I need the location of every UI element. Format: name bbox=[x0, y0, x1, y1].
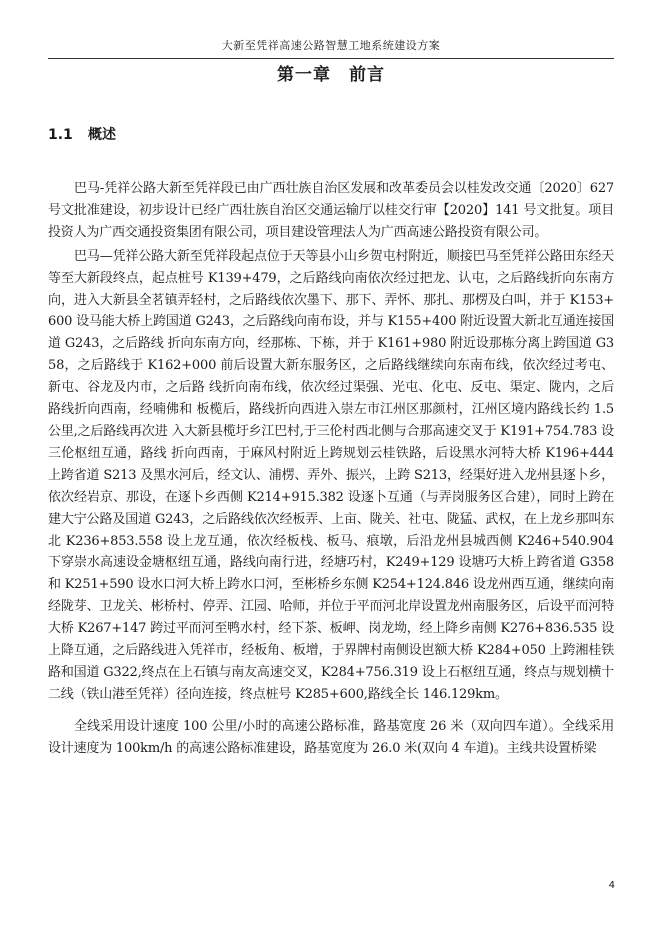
paragraph-route: 巴马—凭祥公路大新至凭祥段起点位于天等县小山乡贺屯村附近，顺接巴马至凭祥公路田东经天等至大新段终点，起点桩号 K139+479，之后路线向南依次经过把龙、认屯，之后路线折向东南方向，进入大新县全茗镇弄轻村，之后路线依次墨下、那下、弄怀、那扎、那楞及白叫，并于 K153+600 设马能大桥上跨国道 G243，之后路线向南布设，并与 K155+400 附近设置大新北互通连接国道 G243，之后路线 折向东南方向，经那栋、下栋，并于 K161+980 附近设那栋分离上跨国道 G358，之后路线于 K162+000 前后设置大新东服务区，之后路线继续向东南布线，依次经过考屯、新屯、谷龙及内市，之后路 线折向南布线，依次经过渠强、光屯、化屯、反屯、渠定、陇内，之后路线折向西南，经喃佛和 板榄后，路线折向西进入崇左市江州区那颜村，江州区境内路线长约 1.5 公里,之后路线再次进 入大新县榄圩乡江巴村,于三伦村西北侧与合那高速交叉于 K191+754.783 设三伦枢纽互通，路线 折向西南，于麻风村附近上跨规划云桂铁路，后设黑水河特大桥 K196+444 上跨省道 S213 及黑水河后，经文认、浦楞、弄外、振兴，上跨 S213，经渠好进入龙州县逐卜乡，依次经岩京、那设，在逐卜乡西侧 K214+915.382 设逐卜互通（与弄岗服务区合建），同时上跨在建大宁公路及国道 G243，之后路线依次经板弄、上亩、陇关、社屯、陇猛、武权，在上龙乡那叫东北 K236+853.558 设上龙互通，依次经板栈、板马、痕墩，后沿龙州县城西侧 K246+540.904 下穿崇水高速设金塘枢纽互通，路线向南行进，经塘巧村，K249+129 设塘巧大桥上跨省道 G358 和 K251+590 设水口河大桥上跨水口河，至彬桥乡东侧 K254+124.846 设龙州西互通，继续向南经陇芽、卫龙关、彬桥村、停弄、江园、哈师，并位于平而河北岸设置龙州南服务区，后设平而河特大桥 K267+147 跨过平而河至鸭水村，经下茶、板岬、岗龙坳，经上降乡南侧 K276+836.535 设上降互通，之后路线进入凭祥市，经板角、板增，于界牌村南侧设岜额大桥 K284+050 上跨湘桂铁路和国道 G322,终点在上石镇与南友高速交叉，K284+756.319 设上石枢纽互通，终点与规划横十二线（铁山港至凭祥）径向连接，终点桩号 K285+600,路线全长 146.129km。 bbox=[48, 248, 614, 702]
section-title: 概述 bbox=[88, 127, 116, 143]
section-heading bbox=[48, 124, 116, 144]
paragraph-approval: 巴马-凭祥公路大新至凭祥段已由广西壮族自治区发展和改革委员会以桂发改交通〔2020〕627 号文批准建设，初步设计已经广西壮族自治区交通运输厅以桂交行审【2020】141 号文批复。项目投资人为广西交通投资集团有限公司，项目建设管理法人为广西高速公路投资有限公司。 bbox=[48, 181, 614, 240]
section-number: 1.1 bbox=[48, 127, 73, 143]
page-number: 4 bbox=[608, 880, 615, 891]
chapter-title: 第一章 前言 bbox=[277, 65, 385, 85]
header-title: 大新至凭祥高速公路智慧工地系统建设方案 bbox=[221, 39, 441, 52]
page-header bbox=[48, 38, 614, 59]
body-text bbox=[48, 178, 614, 760]
paragraph-standard: 全线采用设计速度 100 公里/小时的高速公路标准，路基宽度 26 米（双向四车道）。全线采用设计速度为 100km/h 的高速公路标准建设，路基宽度为 26.0 米(双向 4 车道)。主线共设置桥梁 bbox=[48, 718, 614, 756]
